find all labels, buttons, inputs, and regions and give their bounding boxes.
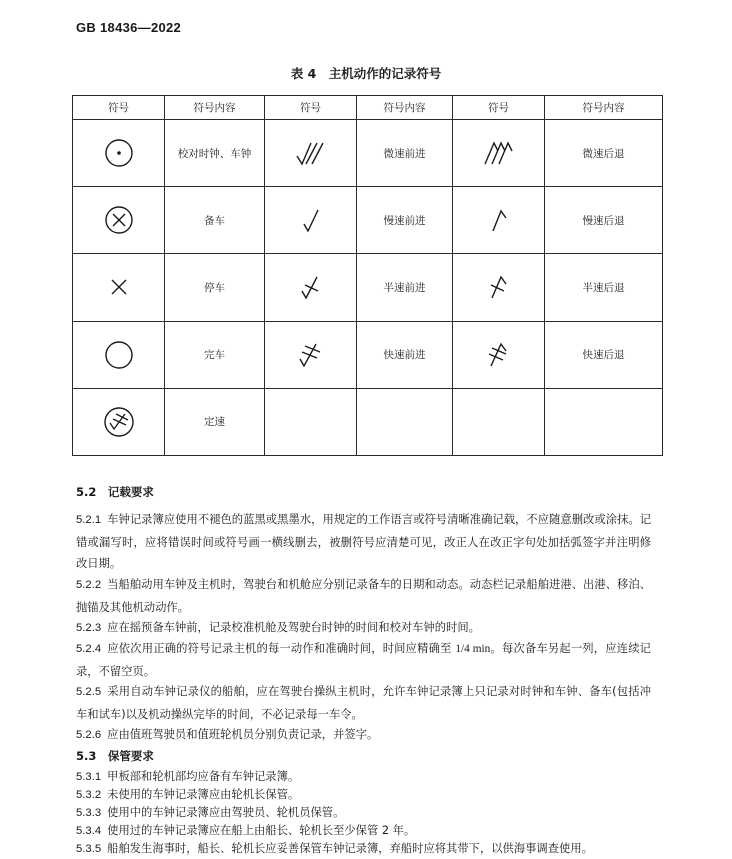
clause-number: 5.2.1 — [76, 514, 102, 526]
symbol-cell — [453, 321, 545, 388]
table-row — [73, 388, 663, 455]
symbol-meaning: 备车 — [165, 187, 265, 254]
symbol-cell — [265, 120, 357, 187]
column-header: 符号内容 — [165, 96, 265, 120]
clause-text: 应在摇预备车钟前，记录校准机舱及驾驶台时钟的时间和校对车钟的时间。 — [107, 621, 480, 634]
clause-number: 5.3.3 — [76, 807, 102, 819]
symbol-meaning: 慢速前进 — [357, 187, 453, 254]
empty-cell — [453, 388, 545, 455]
clause-number: 5.2.4 — [76, 643, 102, 655]
empty-cell — [545, 388, 663, 455]
empty-cell — [265, 388, 357, 455]
table-title: 表 4 主机动作的记录符号 — [290, 66, 442, 81]
tick-two-bars-icon — [294, 340, 328, 370]
symbol-meaning: 快速前进 — [357, 321, 453, 388]
symbol-cell — [265, 187, 357, 254]
symbol-cell — [73, 388, 165, 455]
clause-5-2-4 — [76, 638, 651, 682]
dot-in-circle-icon — [103, 137, 135, 169]
triple-hook-icon — [482, 138, 516, 168]
clause-5-3-1 — [76, 768, 651, 786]
clause-5-3-4 — [76, 822, 651, 840]
clause-text: 船舶发生海事时，船长、轮机长应妥善保管车钟记录簿，弃船时应将其带下，以供海事调查使用。 — [107, 842, 593, 855]
clause-5-2-2 — [76, 574, 651, 618]
document-code: GB 18436—2022 — [76, 20, 182, 35]
clause-text: 。每次备车另起一列，应连续记录，不留空页。 — [76, 642, 651, 678]
symbol-meaning: 微速前进 — [357, 120, 453, 187]
symbol-meaning: 完车 — [165, 321, 265, 388]
clause-number: 5.3.1 — [76, 771, 102, 783]
symbol-meaning: 半速前进 — [357, 254, 453, 321]
symbol-cell — [73, 321, 165, 388]
clause-number: 5.2.3 — [76, 622, 102, 634]
column-header: 符号 — [73, 96, 165, 120]
clause-number: 5.3.5 — [76, 843, 102, 855]
triple-tick-icon — [294, 138, 328, 168]
clause-5-2-5 — [76, 681, 651, 725]
clause-text: 未使用的车钟记录簿应由轮机长保管。 — [107, 788, 300, 801]
symbol-meaning: 快速后退 — [545, 321, 663, 388]
symbol-cell — [265, 254, 357, 321]
clause-5-2-3 — [76, 617, 651, 640]
time-precision: 1/4 min — [455, 643, 491, 655]
tick-one-bar-icon — [294, 272, 328, 302]
symbol-cell — [73, 187, 165, 254]
symbol-table — [72, 95, 663, 456]
symbol-cell — [73, 254, 165, 321]
table-row — [73, 254, 663, 321]
empty-cell — [357, 388, 453, 455]
hook-two-bars-icon — [482, 340, 516, 370]
cross-in-circle-icon — [103, 204, 135, 236]
table-row — [73, 321, 663, 388]
hook-one-bar-icon — [482, 272, 516, 302]
hook-icon — [482, 205, 516, 235]
clause-text: 采用自动车钟记录仪的船舶，应在驾驶台操纵主机时，允许车钟记录簿上只记录对时钟和车钟、备车(包括冲车和试车)以及机动操纵完毕的时间，不必记录每一车令。 — [76, 685, 651, 721]
column-header: 符号 — [265, 96, 357, 120]
clause-number: 5.2.2 — [76, 579, 102, 591]
tick-icon — [294, 205, 328, 235]
column-header: 符号内容 — [357, 96, 453, 120]
section-heading: 5.3 保管要求 — [76, 749, 154, 763]
circle-icon — [103, 339, 135, 371]
clause-5-2-6 — [76, 724, 651, 747]
clause-text: 使用中的车钟记录簿应由驾驶员、轮机员保管。 — [107, 806, 345, 819]
clause-number: 5.2.6 — [76, 729, 102, 741]
cross-icon — [103, 271, 135, 303]
table-header-row — [73, 96, 663, 120]
table-row — [73, 187, 663, 254]
column-header: 符号 — [453, 96, 545, 120]
symbol-cell — [73, 120, 165, 187]
clause-text: 甲板部和轮机部均应备有车钟记录簿。 — [107, 770, 300, 783]
clause-text: 应依次用正确的符号记录主机的每一动作和准确时间，时间应精确至 — [107, 642, 456, 655]
clause-5-3-5 — [76, 840, 651, 858]
tick-in-circle-icon — [102, 405, 136, 439]
symbol-cell — [453, 120, 545, 187]
clause-5-2-1 — [76, 509, 651, 575]
clause-number: 5.3.2 — [76, 789, 102, 801]
table-row — [73, 120, 663, 187]
clause-text: 使用过的车钟记录簿应在船上由船长、轮机长至少保管 2 年。 — [107, 824, 416, 837]
symbol-cell — [453, 187, 545, 254]
symbol-cell — [265, 321, 357, 388]
symbol-cell — [453, 254, 545, 321]
symbol-meaning: 慢速后退 — [545, 187, 663, 254]
clause-number: 5.3.4 — [76, 825, 102, 837]
section-heading: 5.2 记载要求 — [76, 485, 154, 499]
clause-text: 当船舶动用车钟及主机时，驾驶台和机舱应分别记录备车的日期和动态。动态栏记录船舶进港、出港、移泊、抛锚及其他机动动作。 — [76, 578, 651, 614]
clause-5-3-3 — [76, 804, 651, 822]
symbol-meaning: 定速 — [165, 388, 265, 455]
clause-number: 5.2.5 — [76, 686, 102, 698]
symbol-meaning: 半速后退 — [545, 254, 663, 321]
clause-text: 应由值班驾驶员和值班轮机员分别负责记录，并签字。 — [107, 728, 379, 741]
column-header: 符号内容 — [545, 96, 663, 120]
symbol-meaning: 校对时钟、车钟 — [165, 120, 265, 187]
clause-5-3-2 — [76, 786, 651, 804]
symbol-meaning: 停车 — [165, 254, 265, 321]
clause-text: 车钟记录簿应使用不褪色的蓝黑或黑墨水，用规定的工作语言或符号清晰准确记载，不应随意删改或涂抹。记错或漏写时，应将错误时间或符号画一横线删去，被删符号应清楚可见，改正人在改正字句处加括弧签字并注明修改日期。 — [76, 513, 651, 570]
symbol-meaning: 微速后退 — [545, 120, 663, 187]
